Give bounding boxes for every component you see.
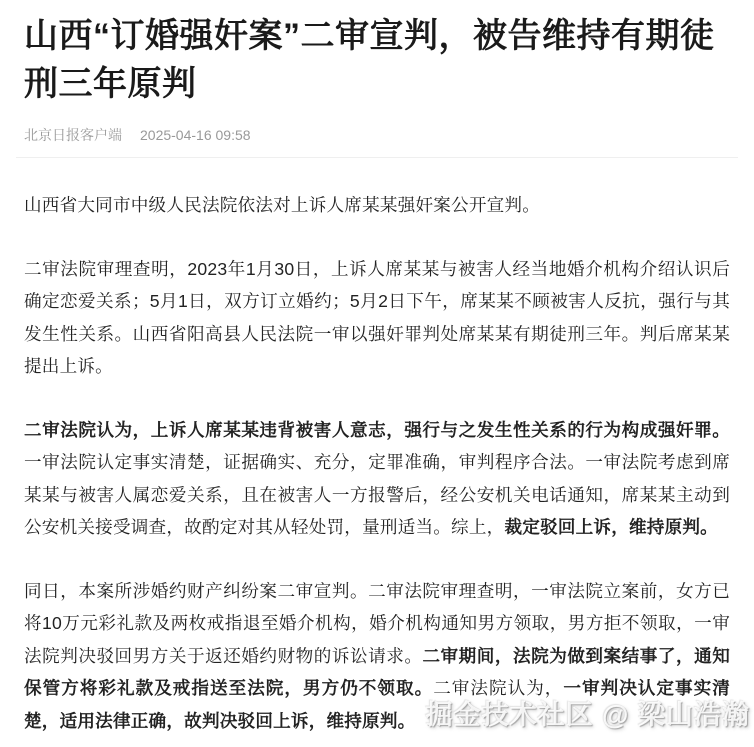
article-title: 山西“订婚强奸案”二审宣判，被告维持有期徒刑三年原判 [24,17,715,103]
article-source[interactable]: 北京日报客户端 [24,127,122,143]
paragraph-segment-bold: 二审法院认为，上诉人席某某违背被害人意志，强行与之发生性关系的行为构成强奸罪。 [24,419,730,440]
article-paragraph [24,253,730,383]
paragraph-segment-bold: 一审判决认定事实清楚，适用法律正确，故判决驳回上诉，维持原判。 [24,678,730,731]
paragraph-segment: 山西省大同市中级人民法院依法对上诉人席某某强奸案公开宣判。 [24,195,541,215]
article-body [24,189,730,747]
article-paragraph [24,189,730,222]
article-page [0,12,754,747]
paragraph-segment: 二审法院认为， [433,678,564,698]
article-meta [24,125,730,145]
paragraph-segment: 同日，本案所涉婚约财产纠纷案二审宣判。二审法院审理查明，一审法院立案前，女方已将10万元彩礼款及两枚戒指退至婚介机构，婚介机构通知男方领取，男方拒不领取，一审法院判决驳回男方关于返还婚约财物的诉讼请求。 [24,580,730,666]
paragraph-segment: 一审法院认定事实清楚，证据确实、充分，定罪准确，审判程序合法。一审法院考虑到席某某与被害人属恋爱关系，且在被害人一方报警后，经公安机关电话通知，席某某主动到公安机关接受调查，故酌定对其从轻处罚，量刑适当。综上， [24,452,730,537]
article-paragraph [24,414,730,544]
divider [16,157,738,158]
paragraph-segment: 二审法院审理查明，2023年1月30日，上诉人席某某与被害人经当地婚介机构介绍认识后确定恋爱关系；5月1日，双方订立婚约；5月2日下午，席某某不顾被害人反抗，强行与其发生性关系。山西省阳高县人民法院一审以强奸罪判处席某某有期徒刑三年。判后席某某提出上诉。 [24,258,730,376]
watermark: 掘金技术社区 @ 梁山浩瀚 [425,700,750,730]
article-paragraph [24,575,730,738]
paragraph-segment-bold: 裁定驳回上诉，维持原判。 [504,517,718,537]
publish-time: 2025-04-16 09:58 [140,127,251,143]
paragraph-segment-bold: 二审期间，法院为做到案结事了，通知保管方将彩礼款及戒指送至法院，男方仍不领取。 [24,645,730,698]
